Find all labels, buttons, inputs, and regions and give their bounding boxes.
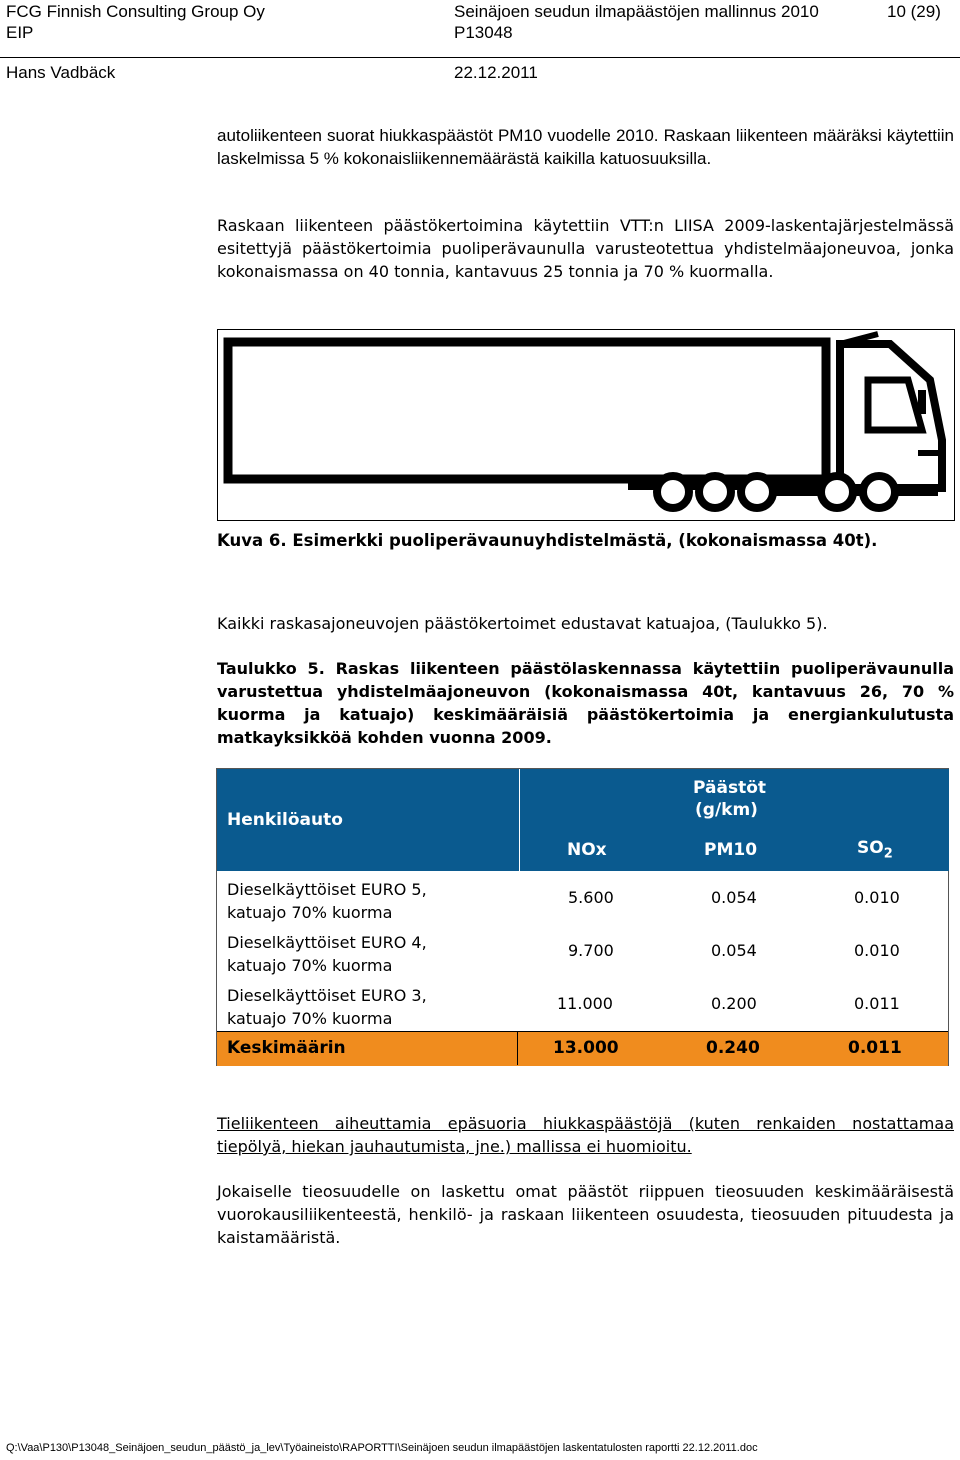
footer-file-path: Q:\Vaa\P130\P13048_Seinäjoen_seudun_päästö_ja_lev\Työaineisto\RAPORTTI\Seinäjoen seudun ilmapäästöjen laskentatulosten raportti 22.12.2011.doc	[6, 1442, 758, 1454]
header-unit: EIP	[6, 23, 34, 42]
row-3-pm10: 0.200	[711, 994, 757, 1013]
col-header-so-sub: 2	[883, 846, 893, 862]
average-label: Keskimäärin	[227, 1038, 346, 1058]
average-row-divider	[517, 1031, 518, 1065]
col-header-nox: NOx	[567, 840, 607, 860]
row-header-label: Henkilöauto	[227, 810, 343, 830]
row-2-label-1: Dieselkäyttöiset EURO 4,	[227, 933, 427, 952]
paragraph-2: Raskaan liikenteen päästökertoimina käytettiin VTT:n LIISA 2009-laskentajärjestelmässä esitettyjä päästökertoimia puoliperävaunulla varusteotettua yhdistelmäajoneuvoa, jonka kokonaismassa on 40 tonnia, kantavuus 25 tonnia ja 70 % kuormalla.	[217, 216, 954, 281]
header-page: 10 (29)	[887, 2, 941, 21]
col-header-pm10: PM10	[704, 840, 758, 860]
col-header-so: SO	[857, 838, 884, 858]
header-company: FCG Finnish Consulting Group Oy	[6, 2, 265, 21]
header-rule	[0, 57, 960, 58]
row-3-nox: 11.000	[557, 994, 613, 1013]
group-header-1: Päästöt	[693, 778, 766, 798]
row-1-label-2: katuajo 70% kuorma	[227, 903, 393, 922]
row-3-label-1: Dieselkäyttöiset EURO 3,	[227, 986, 427, 1005]
header-project: P13048	[454, 23, 513, 42]
table-header-divider	[519, 769, 520, 871]
header-title: Seinäjoen seudun ilmapäästöjen mallinnus 2010	[454, 2, 819, 21]
row-3-so2: 0.011	[854, 994, 900, 1013]
header-author: Hans Vadbäck	[6, 63, 116, 82]
semi-trailer-truck-icon	[218, 330, 954, 520]
row-2-label-2: katuajo 70% kuorma	[227, 956, 393, 975]
average-pm10: 0.240	[706, 1038, 760, 1058]
group-header-2: (g/km)	[695, 800, 758, 820]
row-1-pm10: 0.054	[711, 888, 757, 907]
row-1-nox: 5.600	[568, 888, 614, 907]
paragraph-3: Kaikki raskasajoneuvojen päästökertoimet edustavat katuajoa, (Taulukko 5).	[217, 614, 828, 633]
row-2-pm10: 0.054	[711, 941, 757, 960]
row-2-so2: 0.010	[854, 941, 900, 960]
emission-table	[216, 768, 949, 1066]
row-3-label-2: katuajo 70% kuorma	[227, 1009, 393, 1028]
paragraph-1: autoliikenteen suorat hiukkaspäästöt PM10 vuodelle 2010. Raskaan liikenteen määräksi käytettiin laskelmissa 5 % kokonaisliikennemäärästä kaikilla katuosuuksilla.	[217, 126, 954, 168]
col-header-so2	[857, 837, 893, 865]
average-so2: 0.011	[848, 1038, 902, 1058]
average-nox: 13.000	[553, 1038, 619, 1058]
truck-figure	[217, 329, 955, 521]
paragraph-5: Jokaiselle tieosuudelle on laskettu omat päästöt riippuen tieosuuden keskimääräisestä vuorokausiliikenteestä, henkilö- ja raskaan liikenteen osuudesta, tieosuuden pituudesta ja kaistamääristä.	[217, 1182, 954, 1247]
row-1-so2: 0.010	[854, 888, 900, 907]
row-1-label-1: Dieselkäyttöiset EURO 5,	[227, 880, 427, 899]
row-2-nox: 9.700	[568, 941, 614, 960]
table-caption: Taulukko 5. Raskas liikenteen päästölaskennassa käytettiin puoliperävaunulla varustettua yhdistelmäajoneuvon (kokonaismassa 40t, kantavuus 26, 70 % kuorma ja katuajo) keskimääräisiä päästökertoimia ja energiankulutusta matkayksikköä kohden vuonna 2009.	[217, 659, 954, 747]
header-date: 22.12.2011	[454, 63, 538, 82]
paragraph-4: Tieliikenteen aiheuttamia epäsuoria hiukkaspäästöjä (kuten renkaiden nostattamaa tiepölyä, hiekan jauhautumista, jne.) mallissa ei huomioitu.	[217, 1114, 954, 1156]
figure-caption: Kuva 6. Esimerkki puoliperävaunuyhdistelmästä, (kokonaismassa 40t).	[217, 531, 878, 550]
